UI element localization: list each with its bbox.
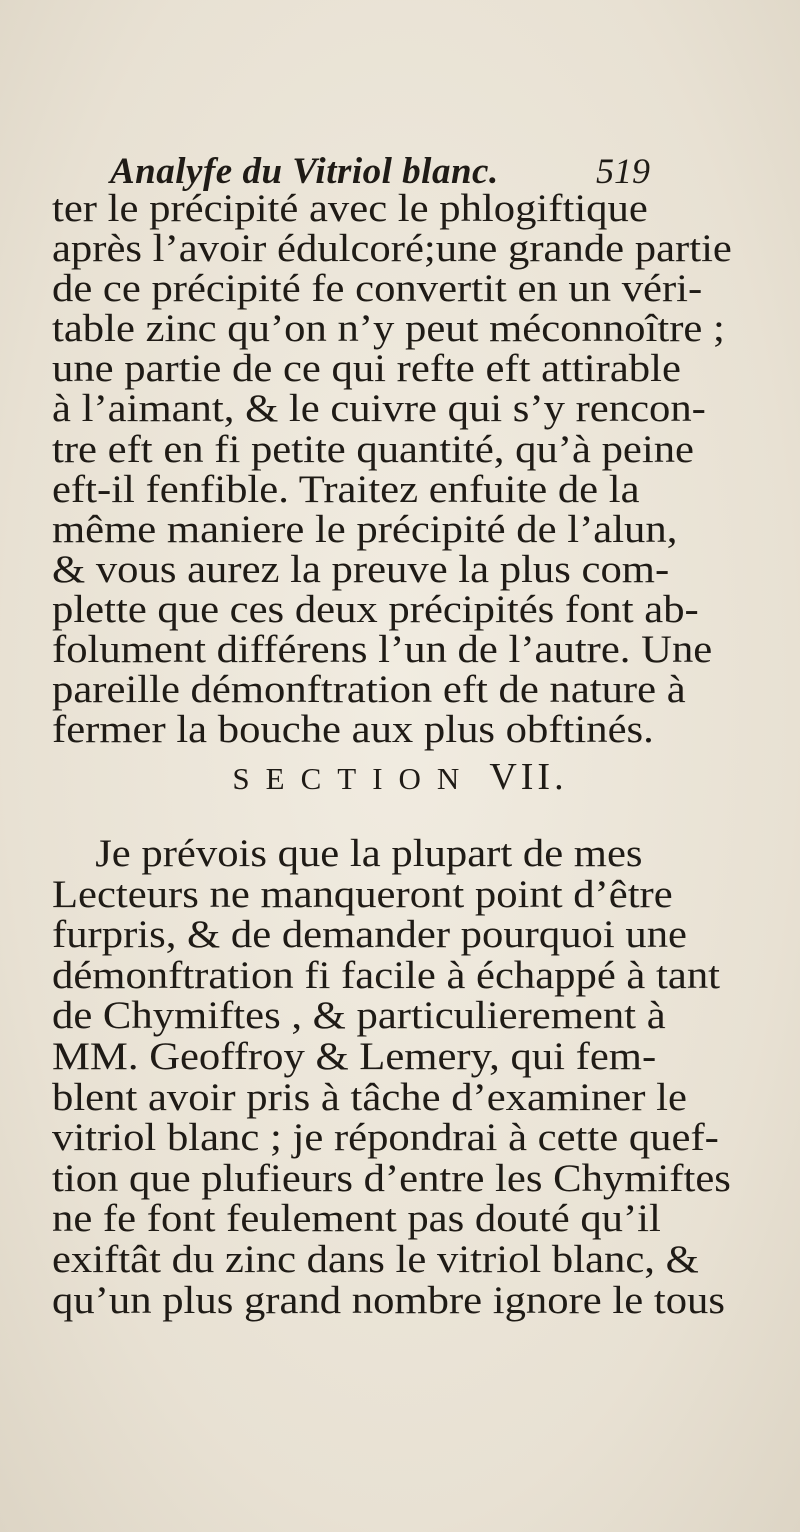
running-title: Analyfe du Vitriol blanc. [110,151,499,192]
paragraph-2 [52,833,752,1320]
text-line: après l’avoir édulcoré;une grande partie [52,226,732,271]
text-line: table zinc qu’on n’y peut méconnoître ; [52,306,725,351]
text-line: à l’aimant, & le cuivre qui s’y rencon- [52,386,706,431]
text-line: Lecteurs ne manqueront point d’être [52,871,673,916]
paragraph-1 [52,186,752,752]
text-line: & vous aurez la preuve la plus com- [52,546,670,591]
text-line: eft-il fenfible. Traitez enfuite de la [52,466,640,511]
text-line: ter le précipité avec le phlogiftique [52,186,648,230]
text-line: tre eft en fi petite quantité, qu’à peine [52,426,694,471]
text-line: vitriol blanc ; je répondrai à cette quef- [52,1115,719,1160]
text-line: une partie de ce qui refte eft attirable [52,346,681,391]
text-line: blent avoir pris à tâche d’examiner le [52,1074,687,1119]
section-word: SECTION [232,761,476,796]
text-line: tion que plufieurs d’entre les Chymiftes [52,1155,731,1200]
text-line: exiftât du zinc dans le vitriol blanc, & [52,1236,699,1281]
text-line: qu’un plus grand nombre ignore le tous [52,1277,725,1322]
section-numeral: VII. [489,756,568,798]
text-line: plette que ces deux précipités font ab- [52,586,699,631]
text-line: fermer la bouche aux plus obftinés. [52,707,654,752]
text-line: Je prévois que la plupart de mes [95,831,643,875]
text-line: de ce précipité fe convertit en un véri- [52,266,703,311]
text-line: démonftration fi facile à échappé à tant [52,952,721,997]
text-line: MM. Geoffroy & Lemery, qui fem- [52,1033,657,1078]
text-line: furpris, & de demander pourquoi une [52,912,687,957]
text-line: même maniere le précipité de l’alun, [52,506,678,551]
text-line: pareille démonftration eft de nature à [52,667,686,712]
page-number: 519 [596,151,650,191]
text-line: folument différens l’un de l’autre. Une [52,627,713,672]
text-line: de Chymiftes , & particulierement à [52,993,666,1038]
section-heading [0,755,800,799]
text-line: ne fe font feulement pas douté qu’il [52,1196,661,1241]
